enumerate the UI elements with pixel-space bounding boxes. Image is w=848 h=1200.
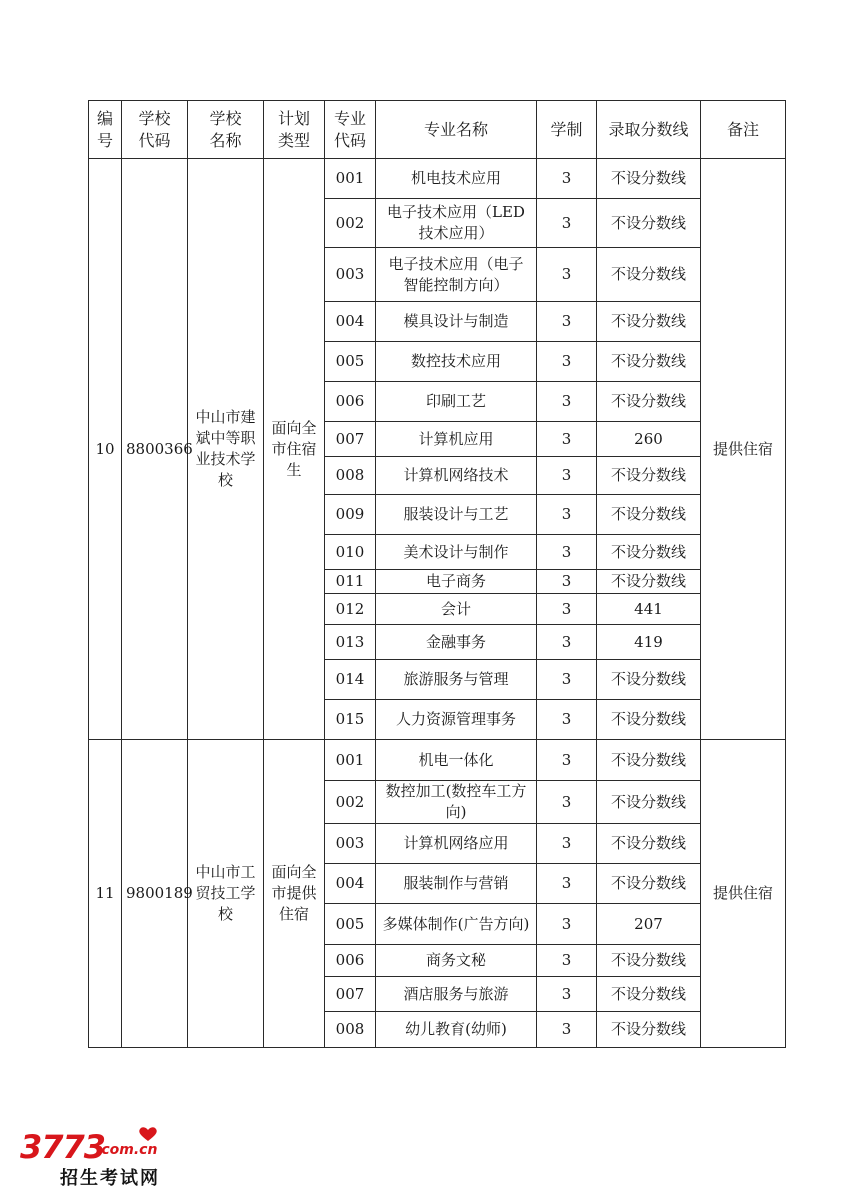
major-name: 计算机网络技术: [376, 457, 537, 495]
major-name: 计算机网络应用: [376, 824, 537, 864]
major-years: 3: [537, 864, 597, 904]
header-row: [89, 101, 786, 159]
major-years: 3: [537, 199, 597, 248]
major-code: 006: [325, 382, 376, 422]
major-cutoff: 不设分数线: [597, 864, 701, 904]
major-years: 3: [537, 945, 597, 977]
major-years: 3: [537, 342, 597, 382]
major-years: 3: [537, 535, 597, 570]
major-name: 幼儿教育(幼师): [376, 1012, 537, 1048]
major-code: 007: [325, 422, 376, 457]
major-name: 会计: [376, 594, 537, 625]
header-plan-type: 计划 类型: [264, 101, 325, 159]
major-name: 机电技术应用: [376, 159, 537, 199]
major-cutoff: 不设分数线: [597, 159, 701, 199]
major-years: 3: [537, 700, 597, 740]
header-major-name: 专业名称: [376, 101, 537, 159]
major-years: 3: [537, 248, 597, 302]
major-name: 美术设计与制作: [376, 535, 537, 570]
major-cutoff: 不设分数线: [597, 570, 701, 594]
major-cutoff: 260: [597, 422, 701, 457]
school-number: 10: [89, 159, 122, 740]
major-years: 3: [537, 594, 597, 625]
school-name: 中山市建 斌中等职 业技术学 校: [188, 159, 264, 740]
school-remark: 提供住宿: [701, 740, 786, 1048]
major-code: 005: [325, 904, 376, 945]
major-code: 005: [325, 342, 376, 382]
major-code: 002: [325, 199, 376, 248]
major-cutoff: 419: [597, 625, 701, 660]
logo-subtitle: 招生考试网: [60, 1168, 160, 1189]
major-code: 004: [325, 302, 376, 342]
major-years: 3: [537, 824, 597, 864]
plan-type: 面向全 市住宿 生: [264, 159, 325, 740]
header-years: 学制: [537, 101, 597, 159]
table-row: [89, 740, 786, 781]
admissions-table: [88, 100, 786, 1048]
major-cutoff: 不设分数线: [597, 1012, 701, 1048]
major-name: 机电一体化: [376, 740, 537, 781]
major-code: 003: [325, 824, 376, 864]
major-name: 多媒体制作(广告方向): [376, 904, 537, 945]
major-cutoff: 不设分数线: [597, 457, 701, 495]
major-name: 服装制作与营销: [376, 864, 537, 904]
major-years: 3: [537, 660, 597, 700]
major-years: 3: [537, 977, 597, 1012]
major-name: 金融事务: [376, 625, 537, 660]
major-cutoff: 不设分数线: [597, 660, 701, 700]
major-cutoff: 不设分数线: [597, 382, 701, 422]
major-code: 009: [325, 495, 376, 535]
major-code: 010: [325, 535, 376, 570]
table-row: [89, 159, 786, 199]
major-cutoff: 不设分数线: [597, 302, 701, 342]
major-cutoff: 207: [597, 904, 701, 945]
major-cutoff: 不设分数线: [597, 945, 701, 977]
school-number: 11: [89, 740, 122, 1048]
major-name: 人力资源管理事务: [376, 700, 537, 740]
major-name: 数控加工(数控车工方 向): [376, 781, 537, 824]
header-no: 编 号: [89, 101, 122, 159]
major-years: 3: [537, 904, 597, 945]
school-name: 中山市工 贸技工学 校: [188, 740, 264, 1048]
major-name: 旅游服务与管理: [376, 660, 537, 700]
major-code: 011: [325, 570, 376, 594]
major-name: 电子商务: [376, 570, 537, 594]
school-code: 8800366: [122, 159, 188, 740]
header-major-code: 专业 代码: [325, 101, 376, 159]
major-cutoff: 不设分数线: [597, 824, 701, 864]
logo-number: 3773: [20, 1128, 106, 1166]
plan-type: 面向全 市提供 住宿: [264, 740, 325, 1048]
major-code: 008: [325, 457, 376, 495]
major-name: 电子技术应用（电子 智能控制方向）: [376, 248, 537, 302]
heart-icon: [138, 1126, 158, 1142]
major-code: 012: [325, 594, 376, 625]
major-name: 数控技术应用: [376, 342, 537, 382]
school-code: 9800189: [122, 740, 188, 1048]
major-cutoff: 不设分数线: [597, 781, 701, 824]
header-school-name: 学校 名称: [188, 101, 264, 159]
logo-domain: .com.cn: [96, 1142, 158, 1158]
major-cutoff: 不设分数线: [597, 199, 701, 248]
major-cutoff: 不设分数线: [597, 248, 701, 302]
major-code: 015: [325, 700, 376, 740]
header-remark: 备注: [701, 101, 786, 159]
major-code: 008: [325, 1012, 376, 1048]
major-name: 印刷工艺: [376, 382, 537, 422]
major-years: 3: [537, 1012, 597, 1048]
major-code: 001: [325, 159, 376, 199]
major-cutoff: 不设分数线: [597, 977, 701, 1012]
site-logo: [20, 1128, 170, 1190]
major-years: 3: [537, 495, 597, 535]
header-school-code: 学校 代码: [122, 101, 188, 159]
major-name: 商务文秘: [376, 945, 537, 977]
header-cutoff: 录取分数线: [597, 101, 701, 159]
major-years: 3: [537, 382, 597, 422]
table-body: [89, 159, 786, 1048]
major-years: 3: [537, 570, 597, 594]
major-code: 004: [325, 864, 376, 904]
major-name: 电子技术应用（LED 技术应用）: [376, 199, 537, 248]
major-name: 酒店服务与旅游: [376, 977, 537, 1012]
major-name: 计算机应用: [376, 422, 537, 457]
major-years: 3: [537, 302, 597, 342]
major-years: 3: [537, 740, 597, 781]
major-code: 001: [325, 740, 376, 781]
major-code: 003: [325, 248, 376, 302]
major-years: 3: [537, 781, 597, 824]
major-cutoff: 441: [597, 594, 701, 625]
major-cutoff: 不设分数线: [597, 700, 701, 740]
major-years: 3: [537, 159, 597, 199]
major-code: 002: [325, 781, 376, 824]
school-remark: 提供住宿: [701, 159, 786, 740]
major-cutoff: 不设分数线: [597, 342, 701, 382]
major-code: 007: [325, 977, 376, 1012]
major-name: 服装设计与工艺: [376, 495, 537, 535]
major-code: 013: [325, 625, 376, 660]
major-code: 014: [325, 660, 376, 700]
major-cutoff: 不设分数线: [597, 740, 701, 781]
major-cutoff: 不设分数线: [597, 495, 701, 535]
major-years: 3: [537, 457, 597, 495]
major-name: 模具设计与制造: [376, 302, 537, 342]
major-code: 006: [325, 945, 376, 977]
major-cutoff: 不设分数线: [597, 535, 701, 570]
major-years: 3: [537, 422, 597, 457]
major-years: 3: [537, 625, 597, 660]
